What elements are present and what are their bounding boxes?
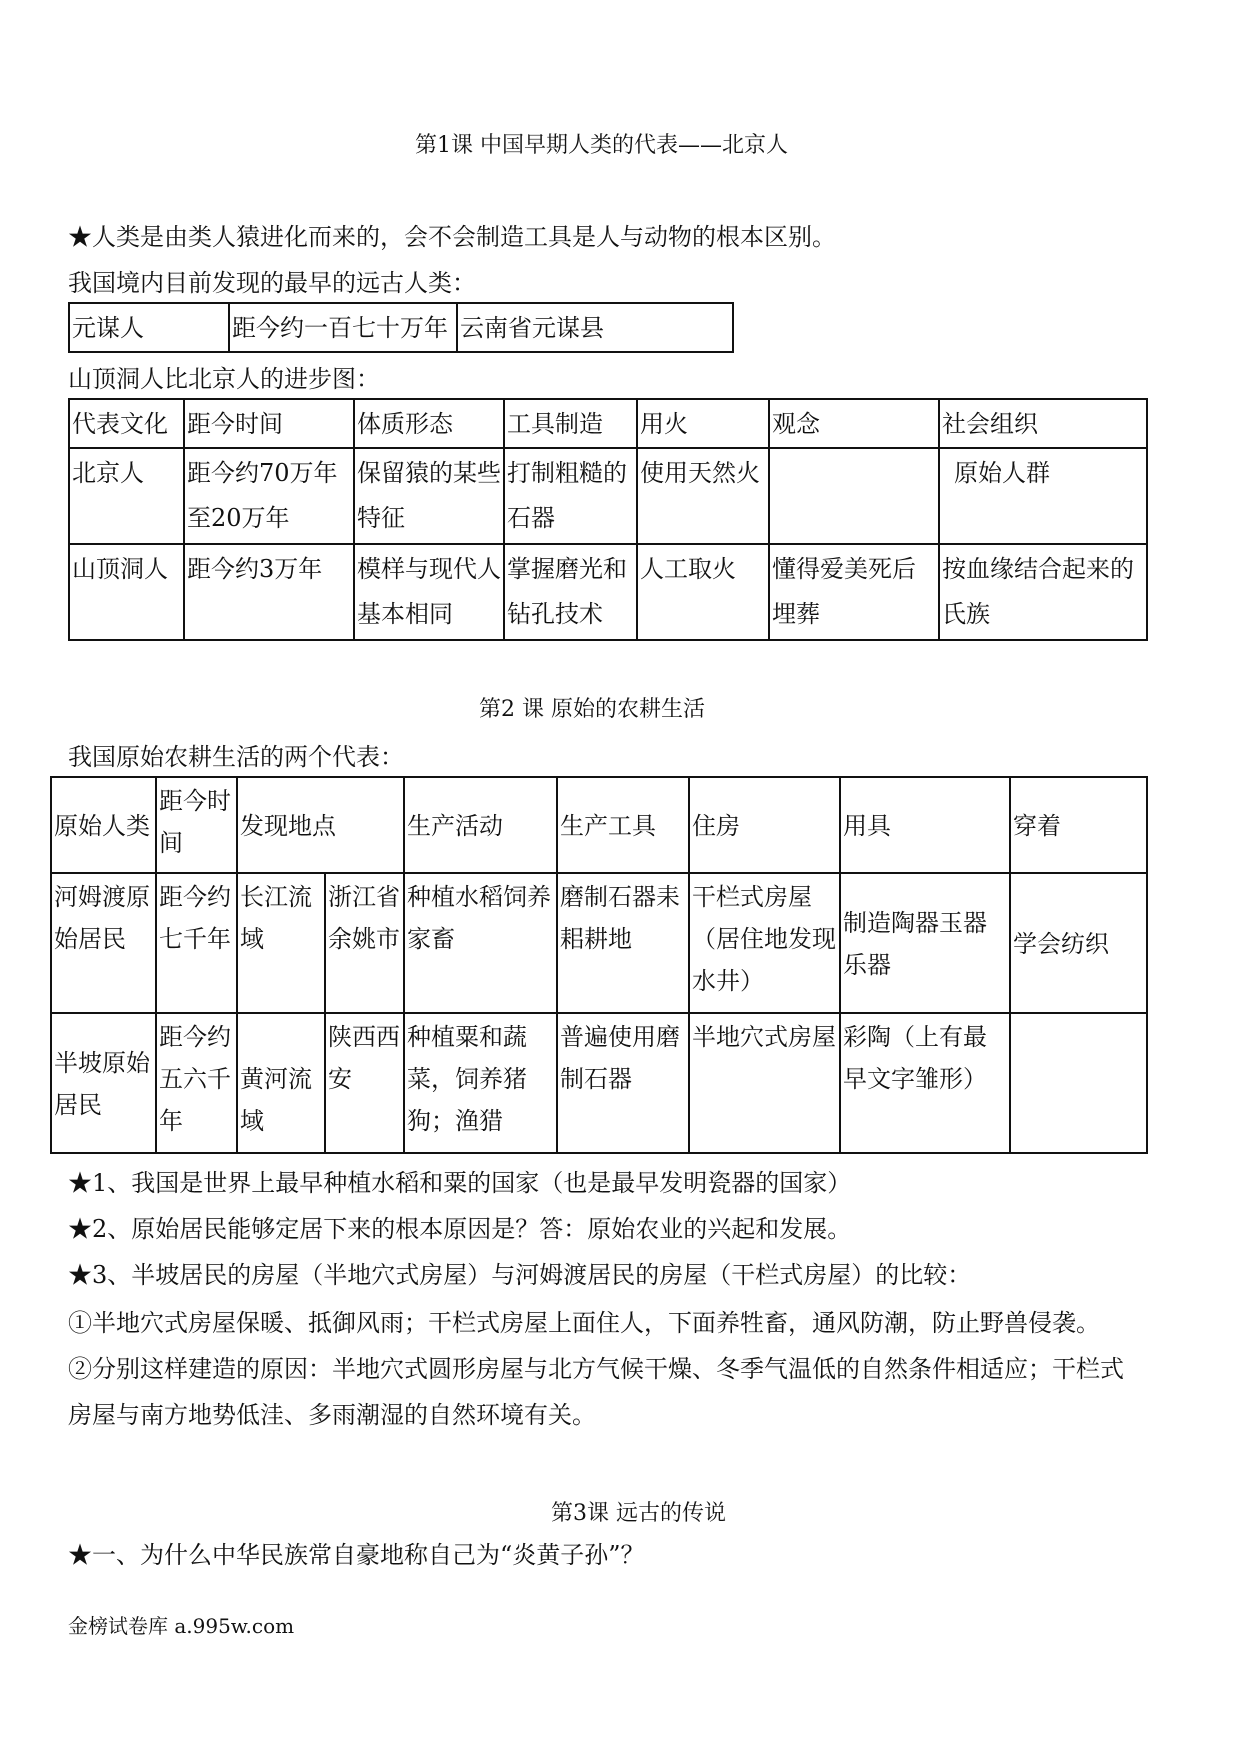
column-header: 观念 bbox=[769, 399, 939, 448]
column-header: 工具制造 bbox=[504, 399, 637, 448]
table-cell: 长江流域 bbox=[237, 873, 325, 1013]
column-header: 体质形态 bbox=[354, 399, 504, 448]
primitive-farming-table bbox=[50, 776, 1148, 1154]
table-cell bbox=[1010, 1013, 1147, 1153]
column-header: 用具 bbox=[840, 777, 1010, 873]
table-cell: 制造陶器玉器乐器 bbox=[840, 873, 1010, 1013]
column-header: 生产工具 bbox=[557, 777, 689, 873]
earliest-humans-table bbox=[68, 302, 734, 353]
progress-comparison-table bbox=[68, 398, 1148, 641]
table-cell: 黄河流域 bbox=[237, 1013, 325, 1153]
earliest-humans-label: 我国境内目前发现的最早的远古人类： bbox=[68, 269, 476, 297]
table-cell: 种植粟和蔬菜，饲养猪狗；渔猎 bbox=[404, 1013, 557, 1153]
table-row bbox=[69, 544, 1147, 640]
lesson3-question: ★一、为什么中华民族常自豪地称自己为“炎黄子孙”？ bbox=[68, 1541, 645, 1569]
table-cell bbox=[769, 448, 939, 544]
table-cell: 原始人群 bbox=[939, 448, 1147, 544]
table-cell: 打制粗糙的石器 bbox=[504, 448, 637, 544]
table-cell: 彩陶（上有最早文字雏形） bbox=[840, 1013, 1010, 1153]
lesson2-point-3: ★3、半坡居民的房屋（半地穴式房屋）与河姆渡居民的房屋（干栏式房屋）的比较： bbox=[68, 1261, 972, 1289]
lesson2-point-3b: ②分别这样建造的原因：半地穴式圆形房屋与北方气候干燥、冬季气温低的自然条件相适应；干栏式 bbox=[68, 1355, 1124, 1383]
lesson1-title: 第1课 中国早期人类的代表——北京人 bbox=[415, 133, 788, 158]
table-cell: 学会纺织 bbox=[1010, 873, 1147, 1013]
column-header: 距今时间 bbox=[156, 777, 237, 873]
table-cell: 距今约一百七十万年 bbox=[229, 303, 457, 352]
table-cell: 干栏式房屋（居住地发现水井） bbox=[689, 873, 840, 1013]
table-row bbox=[51, 1013, 1147, 1153]
table-cell: 普遍使用磨制石器 bbox=[557, 1013, 689, 1153]
table-cell: 河姆渡原始居民 bbox=[51, 873, 156, 1013]
table-header-row bbox=[69, 399, 1147, 448]
column-header: 住房 bbox=[689, 777, 840, 873]
table-cell: 元谋人 bbox=[69, 303, 229, 352]
table-header-row bbox=[51, 777, 1147, 873]
column-header: 发现地点 bbox=[237, 777, 404, 873]
lesson2-point-2: ★2、原始居民能够定居下来的根本原因是？答：原始农业的兴起和发展。 bbox=[68, 1215, 852, 1243]
table-cell: 距今约七千年 bbox=[156, 873, 237, 1013]
table-cell: 距今约70万年至20万年 bbox=[184, 448, 354, 544]
table-cell: 按血缘结合起来的氏族 bbox=[939, 544, 1147, 640]
table-cell: 距今约五六千年 bbox=[156, 1013, 237, 1153]
table-cell: 模样与现代人基本相同 bbox=[354, 544, 504, 640]
lesson2-point-1: ★1、我国是世界上最早种植水稻和粟的国家（也是最早发明瓷器的国家） bbox=[68, 1169, 852, 1197]
table-cell: 距今约3万年 bbox=[184, 544, 354, 640]
table-cell: 使用天然火 bbox=[637, 448, 769, 544]
lesson3-title: 第3课 远古的传说 bbox=[551, 1501, 726, 1526]
table-row bbox=[51, 873, 1147, 1013]
table-cell: 磨制石器耒耜耕地 bbox=[557, 873, 689, 1013]
table-cell: 云南省元谋县 bbox=[457, 303, 733, 352]
table-cell: 浙江省余姚市 bbox=[325, 873, 404, 1013]
table-row bbox=[69, 303, 733, 352]
lesson2-title: 第2 课 原始的农耕生活 bbox=[479, 697, 705, 722]
table-cell: 北京人 bbox=[69, 448, 184, 544]
lesson1-key-point: ★人类是由类人猿进化而来的，会不会制造工具是人与动物的根本区别。 bbox=[68, 223, 836, 251]
table-cell: 山顶洞人 bbox=[69, 544, 184, 640]
column-header: 穿着 bbox=[1010, 777, 1147, 873]
table-cell: 半地穴式房屋 bbox=[689, 1013, 840, 1153]
column-header: 用火 bbox=[637, 399, 769, 448]
footer-source: 金榜试卷库 a.995w.com bbox=[68, 1614, 295, 1638]
column-header: 生产活动 bbox=[404, 777, 557, 873]
column-header: 原始人类 bbox=[51, 777, 156, 873]
table-cell: 懂得爱美死后埋葬 bbox=[769, 544, 939, 640]
table-row bbox=[69, 448, 1147, 544]
column-header: 距今时间 bbox=[184, 399, 354, 448]
farming-table-label: 我国原始农耕生活的两个代表： bbox=[68, 743, 404, 771]
column-header: 社会组织 bbox=[939, 399, 1147, 448]
comparison-label: 山顶洞人比北京人的进步图： bbox=[68, 365, 380, 393]
column-header: 代表文化 bbox=[69, 399, 184, 448]
table-cell: 陕西西安 bbox=[325, 1013, 404, 1153]
table-cell: 人工取火 bbox=[637, 544, 769, 640]
table-cell: 保留猿的某些特征 bbox=[354, 448, 504, 544]
table-cell: 半坡原始居民 bbox=[51, 1013, 156, 1153]
table-cell: 掌握磨光和钻孔技术 bbox=[504, 544, 637, 640]
lesson2-point-3b-cont: 房屋与南方地势低洼、多雨潮湿的自然环境有关。 bbox=[68, 1401, 596, 1429]
lesson2-point-3a: ①半地穴式房屋保暖、抵御风雨；干栏式房屋上面住人，下面养牲畜，通风防潮，防止野兽侵袭。 bbox=[68, 1309, 1100, 1337]
table-cell: 种植水稻饲养家畜 bbox=[404, 873, 557, 1013]
